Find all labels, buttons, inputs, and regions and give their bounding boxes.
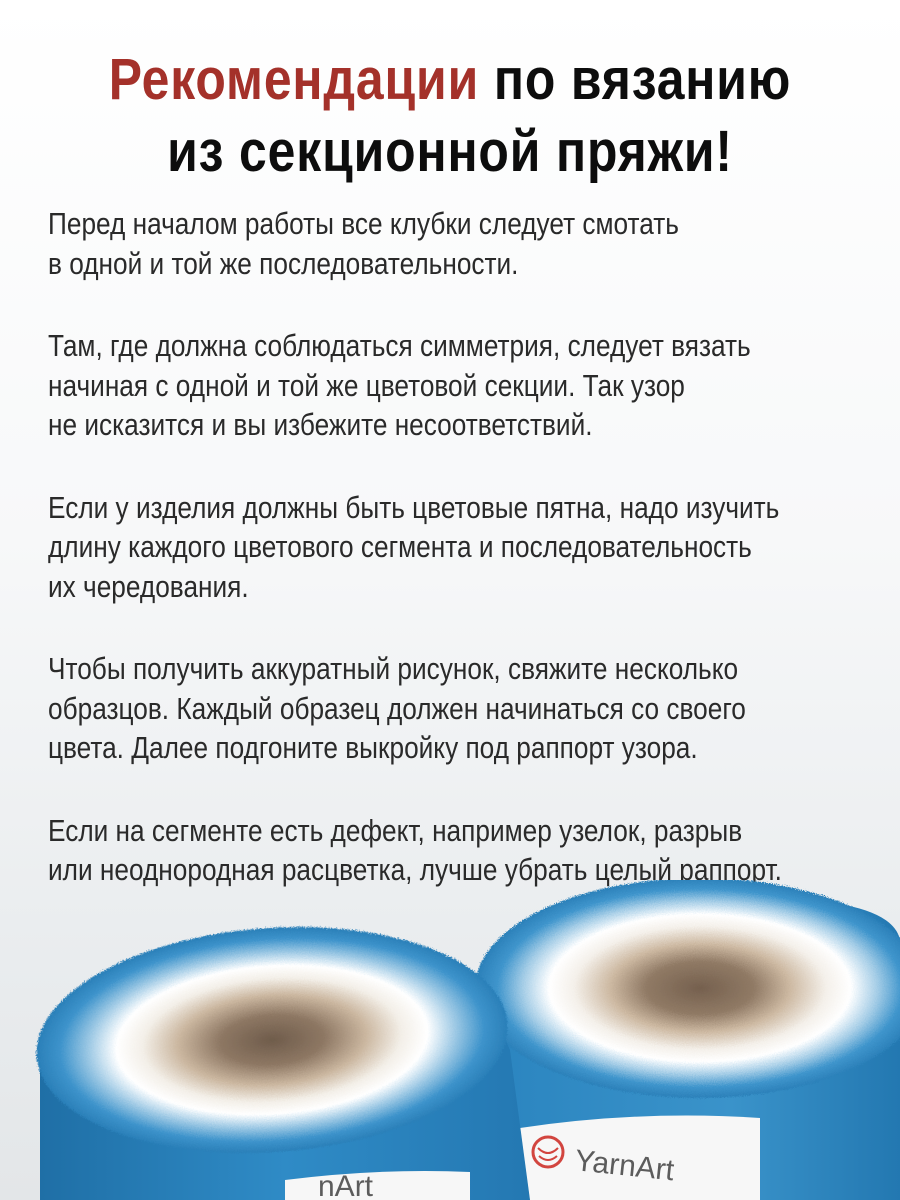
- text-line: образцов. Каждый образец должен начинаться со своего: [48, 691, 746, 726]
- text-line: или неоднородная расцветка, лучше убрать целый раппорт.: [48, 853, 782, 887]
- yarn-cakes-photo: [0, 880, 900, 1200]
- brand-left: nArt: [318, 1170, 374, 1200]
- yarn-cake-right: [475, 880, 900, 1200]
- text-line: Чтобы получить аккуратный рисунок, свяжите несколько: [48, 652, 739, 686]
- headline-rest: по вязанию: [493, 47, 792, 112]
- headline: [63, 44, 837, 188]
- headline-line2: из секционной пряжи!: [167, 119, 733, 184]
- text-line: в одной и той же последовательности.: [48, 246, 519, 281]
- paragraph-color-spots: [48, 489, 856, 608]
- paragraph-samples: [48, 650, 856, 769]
- paragraph-symmetry: [48, 327, 856, 446]
- text-line: не исказится и вы избежите несоответствий.: [48, 408, 593, 442]
- brand-right: YarnArt: [573, 1144, 676, 1188]
- text-line: Перед началом работы все клубки следует смотать: [48, 207, 679, 241]
- text-line: начиная с одной и той же цветовой секции. Так узор: [48, 368, 685, 403]
- text-line: цвета. Далее подгоните выкройку под раппорт узора.: [48, 731, 698, 765]
- headline-accent: Рекомендации: [108, 47, 480, 112]
- text-line: Если на сегменте есть дефект, например узелок, разрыв: [48, 813, 743, 848]
- recommendations-text: [48, 205, 856, 934]
- text-line: Там, где должна соблюдаться симметрия, следует вязать: [48, 329, 751, 363]
- paragraph-defects: [48, 812, 856, 891]
- text-line: их чередования.: [48, 569, 249, 604]
- yarn-cake-left: [29, 912, 530, 1200]
- text-line: длину каждого цветового сегмента и последовательность: [48, 530, 752, 564]
- text-line: Если у изделия должны быть цветовые пятна, надо изучить: [48, 490, 780, 525]
- paragraph-winding: [48, 205, 856, 284]
